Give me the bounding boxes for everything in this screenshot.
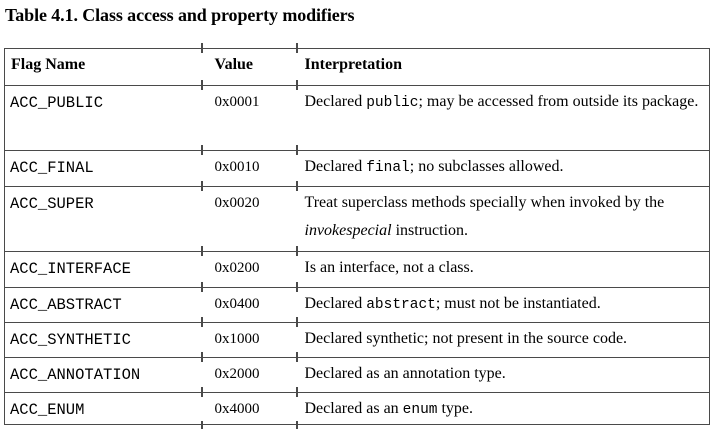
flag-name-cell: ACC_ABSTRACT <box>5 288 202 323</box>
inline-code: abstract <box>366 297 436 313</box>
table-row <box>5 252 710 288</box>
interpretation-cell <box>297 393 710 425</box>
text-segment: instruction. <box>391 222 469 239</box>
flag-name-cell: ACC_INTERFACE <box>5 252 202 288</box>
table-title: Table 4.1. Class access and property modifiers <box>5 5 355 25</box>
flag-name-cell: ACC_PUBLIC <box>5 86 202 151</box>
text-segment: type. <box>437 400 474 417</box>
col-header-interpretation: Interpretation <box>297 49 710 86</box>
text-segment: Declared <box>304 158 367 175</box>
value-cell: 0x0400 <box>202 288 297 323</box>
interpretation-cell <box>297 151 710 187</box>
col-header-value: Value <box>202 49 297 86</box>
table-row <box>5 323 710 358</box>
interpretation-cell <box>297 252 710 288</box>
text-segment: Declared <box>304 295 367 312</box>
table-row <box>5 358 710 393</box>
flag-name-cell: ACC_SYNTHETIC <box>5 323 202 358</box>
value-cell: 0x0020 <box>202 187 297 252</box>
header-row <box>5 49 710 86</box>
flag-name-cell: ACC_SUPER <box>5 187 202 252</box>
interpretation-cell <box>297 358 710 393</box>
text-segment: ; may be accessed from outside its package. <box>418 93 699 110</box>
inline-code: final <box>366 160 410 176</box>
interpretation-cell <box>297 323 710 358</box>
text-segment: Declared as an <box>304 400 403 417</box>
value-cell: 0x0010 <box>202 151 297 187</box>
flag-name-cell: ACC_ENUM <box>5 393 202 425</box>
flag-name-cell: ACC_FINAL <box>5 151 202 187</box>
value-cell: 0x1000 <box>202 323 297 358</box>
class-modifiers-table <box>4 48 710 425</box>
text-segment: Declared as an annotation type. <box>304 365 506 382</box>
table-row <box>5 187 710 252</box>
text-segment: Declared <box>304 93 367 110</box>
italic-term: invokespecial <box>304 222 392 239</box>
interpretation-cell <box>297 86 710 151</box>
flag-name-cell: ACC_ANNOTATION <box>5 358 202 393</box>
value-cell: 0x0200 <box>202 252 297 288</box>
interpretation-cell <box>297 187 710 252</box>
value-cell: 0x2000 <box>202 358 297 393</box>
interpretation-cell <box>297 288 710 323</box>
text-segment: ; must not be instantiated. <box>435 295 601 312</box>
text-segment: Treat superclass methods specially when invoked by the <box>304 194 665 211</box>
text-segment: Declared synthetic; not present in the source code. <box>304 330 628 347</box>
table-row <box>5 288 710 323</box>
text-segment: Is an interface, not a class. <box>304 259 474 276</box>
text-segment: ; no subclasses allowed. <box>409 158 564 175</box>
value-cell: 0x4000 <box>202 393 297 425</box>
inline-code: enum <box>402 402 438 418</box>
table-row <box>5 393 710 425</box>
col-header-flag-name: Flag Name <box>5 49 202 86</box>
table-row <box>5 86 710 151</box>
value-cell: 0x0001 <box>202 86 297 151</box>
table-row <box>5 151 710 187</box>
inline-code: public <box>366 95 419 111</box>
